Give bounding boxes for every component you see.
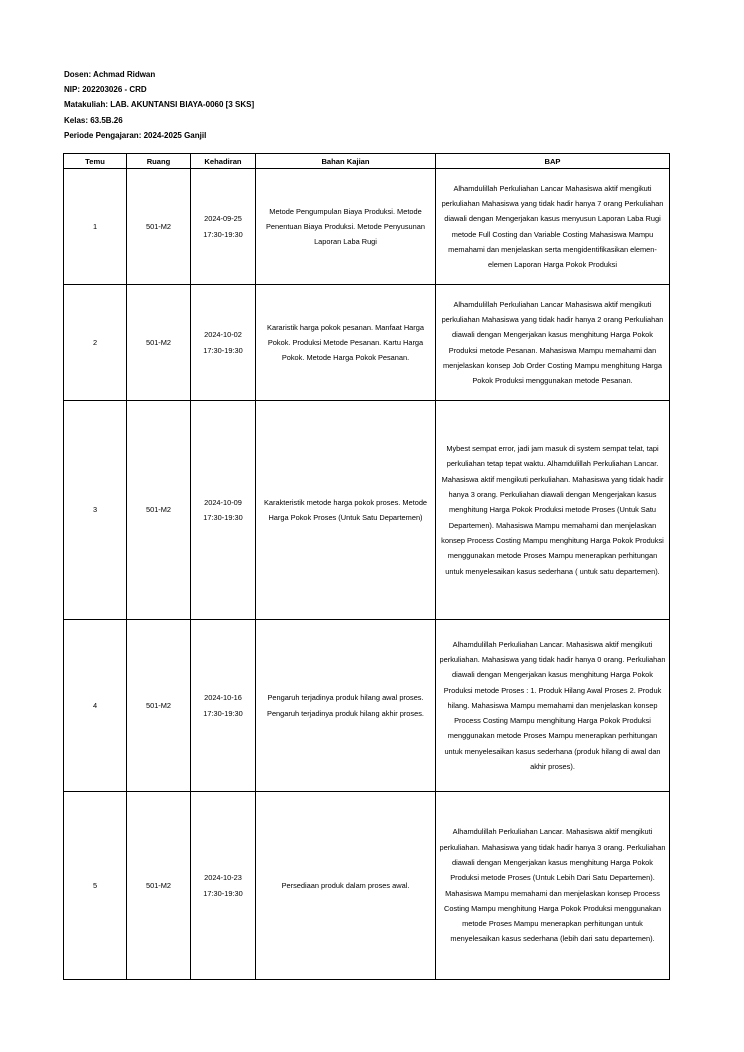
cell-kehadiran xyxy=(191,620,256,792)
cell-bahan-kajian: Karakteristik metode harga pokok proses. Metode Harga Pokok Proses (Untuk Satu Departemen) xyxy=(256,401,436,620)
cell-bahan-kajian: Persediaan produk dalam proses awal. xyxy=(256,792,436,980)
cell-kehadiran xyxy=(191,792,256,980)
cell-bahan-kajian: Metode Pengumpulan Biaya Produksi. Metode Penentuan Biaya Produksi. Metode Penyusunan Laporan Laba Rugi xyxy=(256,169,436,285)
cell-tanggal: 2024-10-16 xyxy=(204,693,242,703)
cell-ruang: 501-M2 xyxy=(127,792,191,980)
document-header xyxy=(64,67,254,143)
attendance-table xyxy=(63,153,670,980)
cell-jam: 17:30-19:30 xyxy=(203,513,243,522)
cell-bahan-kajian: Pengaruh terjadinya produk hilang awal proses. Pengaruh terjadinya produk hilang akhir proses. xyxy=(256,620,436,792)
cell-temu: 1 xyxy=(64,169,127,285)
column-header-ruang: Ruang xyxy=(127,154,191,169)
cell-ruang: 501-M2 xyxy=(127,285,191,401)
cell-bap: Alhamdulillah Perkuliahan Lancar. Mahasiswa aktif mengikuti perkuliahan. Mahasiswa yang tidak hadir hanya 3 orang. Perkuliahan diawali dengan Mengerjakan kasus menghitung Harga Pokok Produksi metode Proses (Untuk Lebih Dari Satu Departemen). Mahasiswa Mampu memahami dan menjelaskan konsep Process Costing Mampu menghitung Harga Pokok Produksi menggunakan metode Proses Mampu menerapkan perhitungan untuk menyelesaikan kasus sederhana (lebih dari satu departemen). xyxy=(436,792,670,980)
dosen-line: Dosen: Achmad Ridwan xyxy=(64,70,156,79)
table-row xyxy=(64,792,670,980)
table-row xyxy=(64,169,670,285)
nip-line: NIP: 202203026 - CRD xyxy=(64,85,147,95)
cell-tanggal: 2024-10-23 xyxy=(204,873,242,883)
table-row xyxy=(64,285,670,401)
column-header-bap: BAP xyxy=(436,154,670,169)
cell-bap: Alhamdulillah Perkuliahan Lancar Mahasiswa aktif mengikuti perkuliahan Mahasiswa yang tidak hadir hanya 7 orang Perkuliahan diawali dengan Mengerjakan kasus menyusun Laporan Laba Rugi metode Full Costing dan Variable Costing Mahasiswa Mampu memahami dan menjelaskan serta mengidentifikasikan elemen-elemen Laporan Harga Pokok Produksi xyxy=(436,169,670,285)
column-header-temu: Temu xyxy=(64,154,127,169)
column-header-bahan-kajian: Bahan Kajian xyxy=(256,154,436,169)
cell-ruang: 501-M2 xyxy=(127,169,191,285)
cell-jam: 17:30-19:30 xyxy=(203,888,243,898)
cell-kehadiran xyxy=(191,401,256,620)
table-row xyxy=(64,401,670,620)
column-header-kehadiran: Kehadiran xyxy=(191,154,256,169)
cell-kehadiran xyxy=(191,169,256,285)
cell-bahan-kajian: Kararistik harga pokok pesanan. Manfaat Harga Pokok. Produksi Metode Pesanan. Kartu Harga Pokok. Metode Harga Pokok Pesanan. xyxy=(256,285,436,401)
periode-line: Periode Pengajaran: 2024-2025 Ganjil xyxy=(64,130,207,140)
cell-tanggal: 2024-10-02 xyxy=(204,330,242,340)
kelas-line: Kelas: 63.5B.26 xyxy=(64,115,123,125)
cell-bap: Alhamdulillah Perkuliahan Lancar Mahasiswa aktif mengikuti perkuliahan Mahasiswa yang tidak hadir hanya 2 orang Perkuliahan diawali dengan Mengerjakan kasus menghitung Harga Pokok Produksi metode Pesanan. Mahasiswa Mampu memahami dan menjelaskan konsep Job Order Costing Mampu menghitung Harga Pokok Produksi menggunakan metode Pesanan. xyxy=(436,285,670,401)
cell-temu: 3 xyxy=(64,401,127,620)
cell-ruang: 501-M2 xyxy=(127,620,191,792)
table-row xyxy=(64,620,670,792)
cell-jam: 17:30-19:30 xyxy=(203,708,243,718)
cell-temu: 5 xyxy=(64,792,127,980)
cell-bap: Alhamdulillah Perkuliahan Lancar. Mahasiswa aktif mengikuti perkuliahan. Mahasiswa yang tidak hadir hanya 0 orang. Perkuliahan diawali dengan Mengerjakan kasus menghitung Harga Pokok Produksi metode Proses : 1. Produk Hilang Awal Proses 2. Produk hilang. Mahasiswa Mampu memahami dan menjelaskan konsep Process Costing Mampu menghitung Harga Pokok Produksi menggunakan metode Proses Mampu menerapkan perhitungan untuk menyelesaikan kasus sederhana (produk hilang di awal dan akhir proses). xyxy=(436,620,670,792)
cell-kehadiran xyxy=(191,285,256,401)
cell-temu: 2 xyxy=(64,285,127,401)
cell-tanggal: 2024-09-25 xyxy=(204,214,242,224)
table-header-row xyxy=(64,154,670,169)
cell-tanggal: 2024-10-09 xyxy=(204,497,242,507)
cell-jam: 17:30-19:30 xyxy=(203,345,243,355)
cell-temu: 4 xyxy=(64,620,127,792)
cell-ruang: 501-M2 xyxy=(127,401,191,620)
cell-bap: Mybest sempat error, jadi jam masuk di system sempat telat, tapi perkuliahan tetap tepat waktu. Alhamdulillah Perkuliahan Lancar. Mahasiswa aktif mengikuti perkuliahan. Mahasiswa yang tidak hadir hanya 3 orang. Perkuliahan diawali dengan Mengerjakan kasus menghitung Harga Pokok Produksi metode Proses (Untuk Satu Departemen). Mahasiswa Mampu memahami dan menjelaskan konsep Process Costing Mampu menghitung Harga Pokok Produksi menggunakan metode Proses Mampu menerapkan perhitungan untuk menyelesaikan kasus sederhana ( untuk satu departemen). xyxy=(436,401,670,620)
matakuliah-line: Matakuliah: LAB. AKUNTANSI BIAYA-0060 [3 SKS] xyxy=(64,100,255,110)
cell-jam: 17:30-19:30 xyxy=(203,229,243,239)
